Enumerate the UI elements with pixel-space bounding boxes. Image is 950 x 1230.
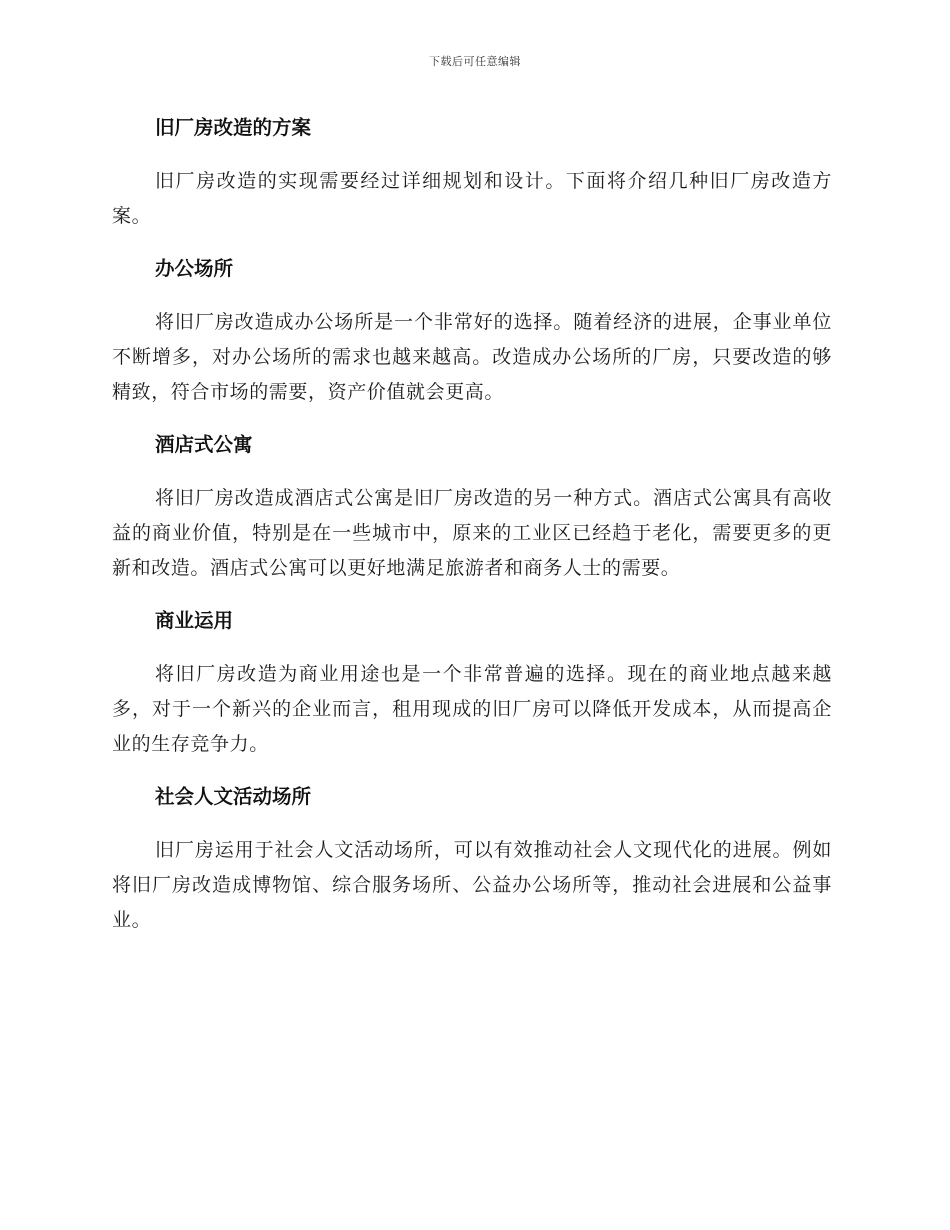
intro-paragraph: 旧厂房改造的实现需要经过详细规划和设计。下面将介绍几种旧厂房改造方案。 [112, 170, 832, 227]
section-body-commercial: 将旧厂房改造为商业用途也是一个非常普遍的选择。现在的商业地点越来越多，对于一个新兴的企业而言，租用现成的旧厂房可以降低开发成本，从而提高企业的生存竞争力。 [112, 663, 832, 755]
document-title: 旧厂房改造的方案 [155, 116, 312, 139]
section-body-office: 将旧厂房改造成办公场所是一个非常好的选择。随着经济的进展，企事业单位不断增多，对办公场所的需求也越来越高。改造成办公场所的厂房，只要改造的够精致，符合市场的需要，资产价值就会更高。 [112, 311, 832, 403]
section-body-cultural-venue: 旧厂房运用于社会人文活动场所，可以有效推动社会人文现代化的进展。例如将旧厂房改造成博物馆、综合服务场所、公益办公场所等，推动社会进展和公益事业。 [112, 839, 832, 931]
section-heading-hotel-apartment: 酒店式公寓 [155, 433, 253, 456]
section-heading-cultural-venue: 社会人文活动场所 [155, 785, 312, 808]
document-body [112, 110, 832, 938]
page-header: 下载后可任意编辑 [429, 55, 521, 68]
section-heading-office: 办公场所 [155, 257, 234, 280]
section-heading-commercial: 商业运用 [155, 609, 234, 632]
section-body-hotel-apartment: 将旧厂房改造成酒店式公寓是旧厂房改造的另一种方式。酒店式公寓具有高收益的商业价值，特别是在一些城市中，原来的工业区已经趋于老化，需要更多的更新和改造。酒店式公寓可以更好地满足旅游者和商务人士的需要。 [112, 487, 832, 579]
